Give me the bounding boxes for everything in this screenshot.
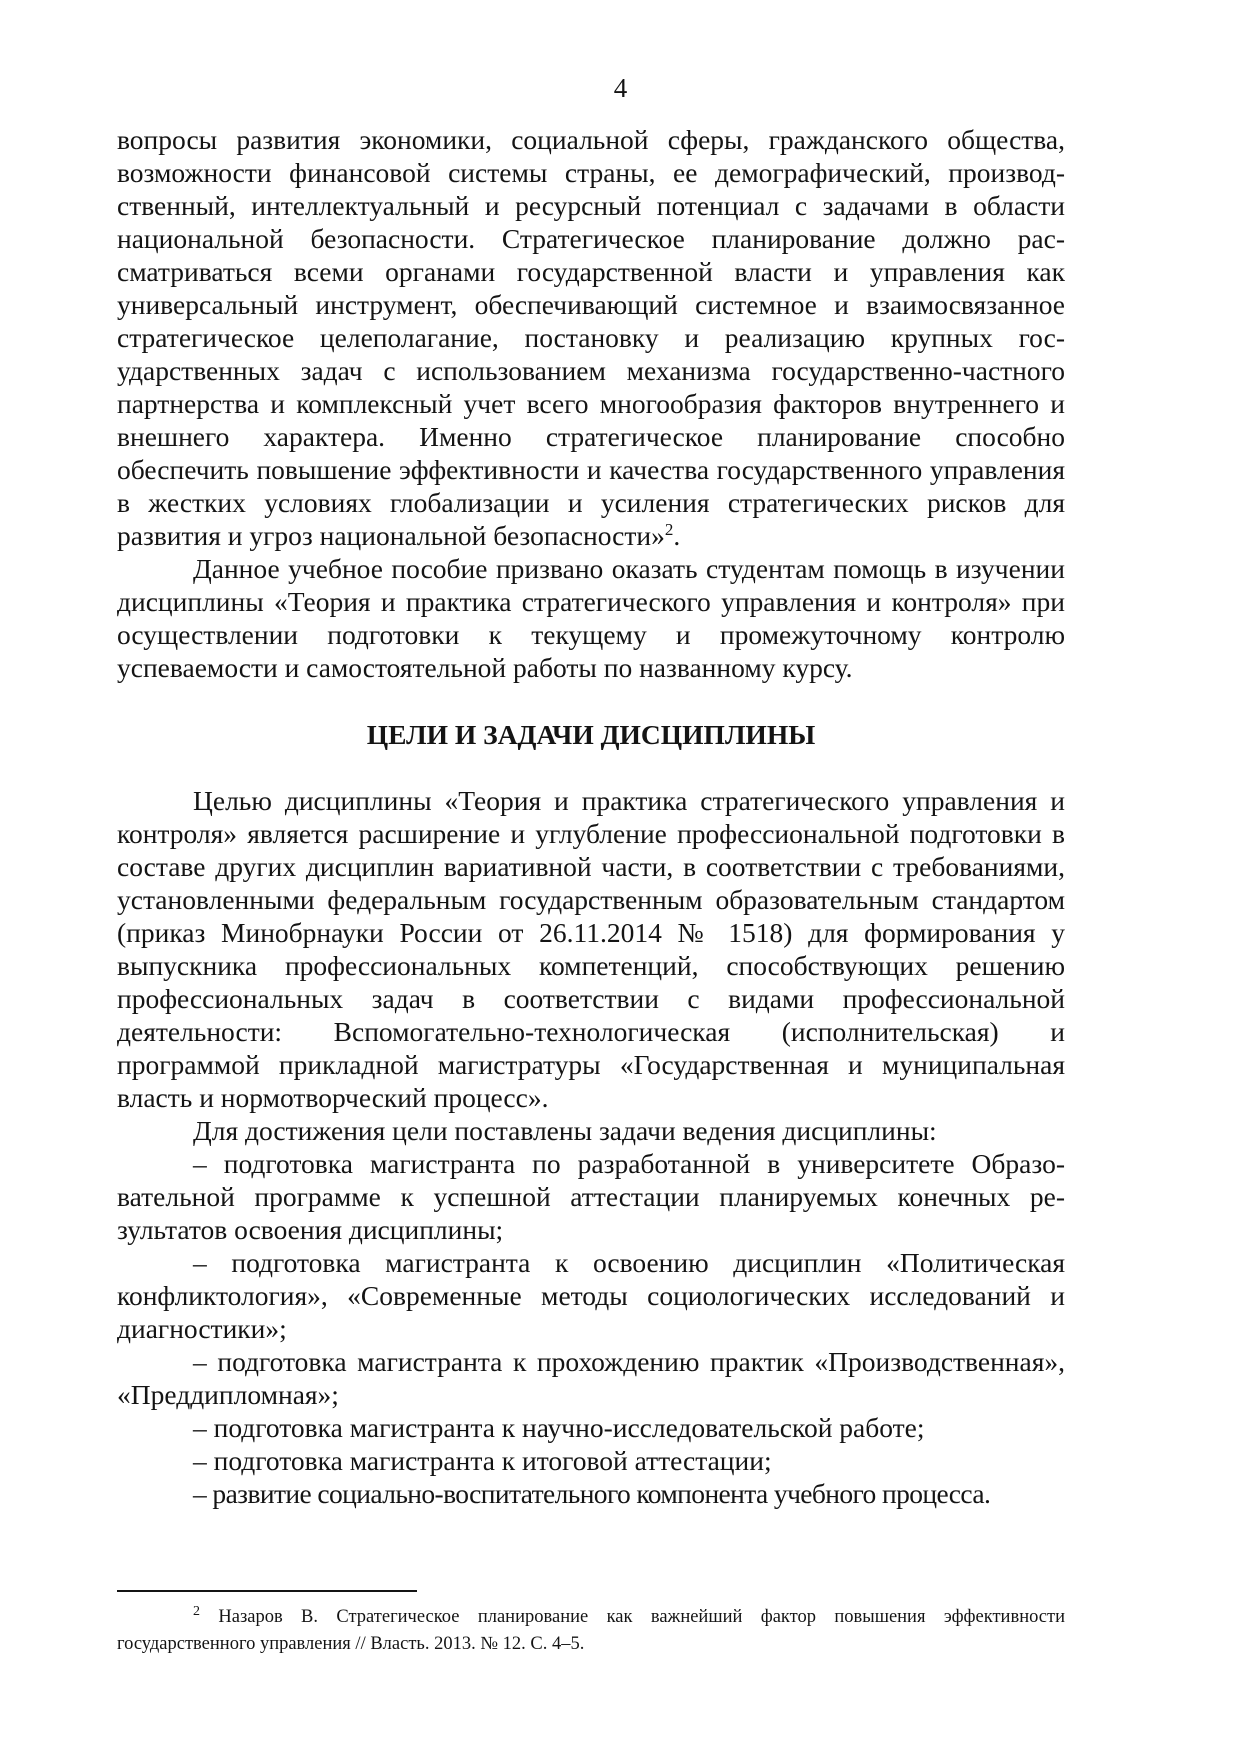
paragraph-goal: Целью дисциплины «Теория и практика стратегического управления и контроля» является расширение и углубление профессиональной подготовки в составе других дисциплин вариативной части, в соответствии с требованиями, установленными федеральным государственным образовательным стандартом (приказ Минобрнауки России от 26.11.2014 № 1518) для формирования у выпускника профессиональных компетенций, способствующих решению профессиональных задач в соответствии с видами профессиональной деятельности: Вспомогательно-технологическая (исполнительская) и программой прикладной магистратуры «Государственная и муниципальная власть и нормотворческий процесс».	[117, 785, 1065, 1113]
footnote-separator	[117, 1590, 417, 1592]
section-heading: ЦЕЛИ И ЗАДАЧИ ДИСЦИПЛИНЫ	[366, 719, 816, 750]
paragraph-end-punctuation: .	[673, 520, 681, 551]
footnote-marker: 2	[193, 1603, 200, 1619]
paragraph-tasks-intro: Для достижения цели поставлены задачи ведения дисциплины:	[193, 1115, 937, 1146]
paragraph-text: вопросы развития экономики, социальной сферы, гражданского общества, возможности финансовой системы страны, ее демографический, производственный, интеллектуальный и ресурсный потенциал с задачами в области национальной безопасности. Стратегическое планирование должно рассматриваться всеми органами государственной власти и управления как универсальный инструмент, обеспечивающий системное и взаимосвязанное стратегическое целеполагание, постановку и реализацию крупных государственных задач с использованием механизма государственно-частного партнерства и комплексный учет всего многообразия факторов внутреннего и внешнего характера. Именно стратегическое планирование способно обеспечить повышение эффективности и качества государственного управления в жестких условиях глобализации и усиления стратегических рисков для развития и угроз национальной безопасности»	[117, 124, 1065, 551]
list-item-task: – подготовка магистранта к научно-исследовательской работе;	[193, 1412, 925, 1443]
footnote-text: Назаров В. Стратегическое планирование как важнейший фактор повышения эффективности государственного управления // Власть. 2013. № 12. С. 4–5.	[117, 1607, 1066, 1654]
page-body	[117, 123, 1065, 1510]
footnote	[117, 1604, 1065, 1658]
list-item-task: – подготовка магистранта к прохождению практик «Производственная», «Преддипломная»;	[117, 1346, 1065, 1410]
list-item-task: – подготовка магистранта к освоению дисциплин «Политическая конфликтология», «Современные методы социологических исследований и диагностики»;	[117, 1247, 1065, 1344]
list-item-task: – развитие социально-воспитательного компонента учебного процесса.	[193, 1478, 991, 1509]
paragraph-purpose: Данное учебное пособие призвано оказать студентам помощь в изучении дисциплины «Теория и практика стратегического управления и контроля» при осуществлении подготовки к текущему и промежуточному контролю успеваемости и самостоятельной работы по названному курсу.	[117, 553, 1065, 683]
page-number: 4	[613, 73, 628, 103]
footnote-reference[interactable]: 2	[664, 519, 674, 539]
paragraph-continuation	[117, 123, 1065, 552]
list-item-task: – подготовка магистранта к итоговой аттестации;	[193, 1445, 772, 1476]
list-item-task: – подготовка магистранта по разработанной в университете Образовательной программе к успешной аттестации планируемых конечных результатов освоения дисциплины;	[117, 1148, 1065, 1245]
